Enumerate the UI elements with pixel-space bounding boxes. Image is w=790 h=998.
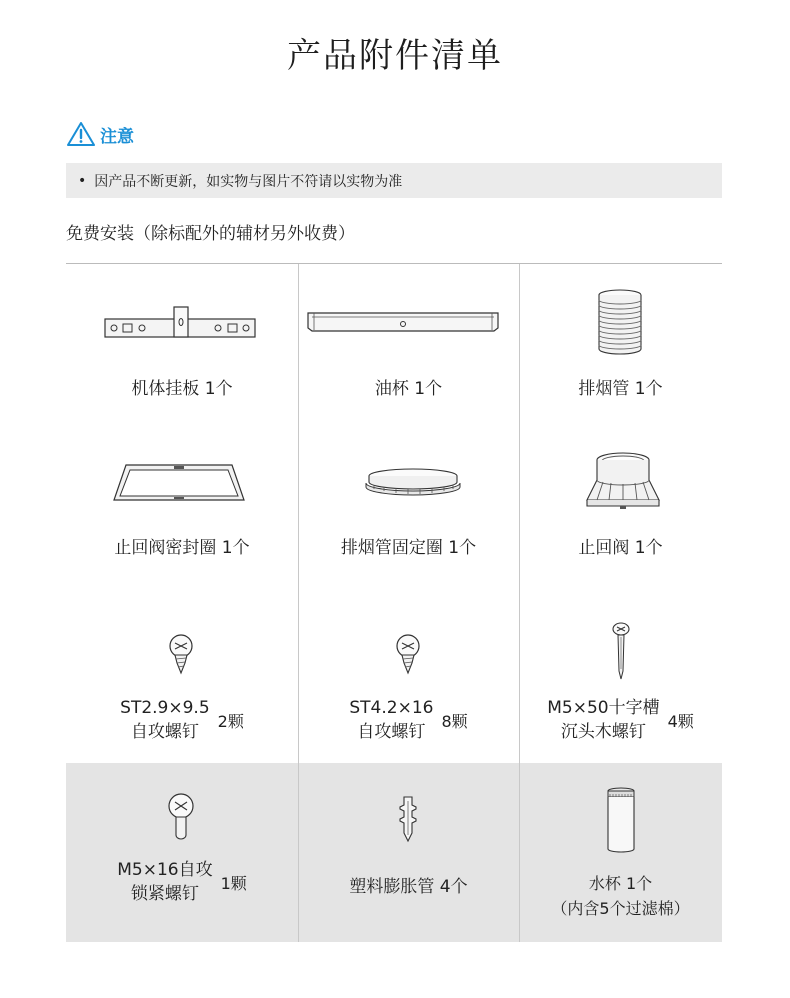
accessory-item (519, 763, 722, 942)
wall-bracket-icon (104, 304, 256, 340)
accessory-item (66, 424, 298, 589)
item-qty: 4颗 (667, 711, 694, 731)
lock-screw-icon (167, 793, 195, 841)
accessory-item (519, 264, 722, 424)
item-label (519, 871, 722, 921)
item-name: 沉头木螺钉 (560, 722, 646, 742)
item-label: 机体挂板 1个 (131, 379, 233, 399)
exhaust-pipe-icon (596, 288, 644, 356)
notice-bar (66, 163, 722, 198)
item-qty: 8颗 (441, 711, 468, 731)
warning-icon (66, 121, 96, 147)
notice-text: 因产品不断更新，如实物与图片不符请以实物为准 (94, 173, 403, 190)
water-cup-icon (606, 787, 636, 855)
item-name: 锁紧螺钉 (130, 884, 199, 904)
accessory-grid (66, 263, 722, 941)
accessory-item (66, 763, 298, 942)
item-label: 排烟管 1个 (578, 379, 663, 399)
item-spec: M5×16自攻 (117, 860, 213, 880)
item-label (298, 696, 519, 744)
accessory-item (66, 589, 298, 763)
item-name: 自攻螺钉 (130, 722, 199, 742)
item-label: 排烟管固定圈 1个 (340, 538, 477, 558)
item-qty: 2颗 (217, 711, 244, 731)
notice-heading (66, 121, 134, 147)
item-name: 水杯 1个 (588, 874, 653, 893)
item-name: 自攻螺钉 (357, 722, 426, 742)
accessory-item (66, 264, 298, 424)
item-label: 塑料膨胀管 4个 (349, 877, 468, 897)
item-note: （内含5个过滤棉） (551, 899, 690, 918)
item-spec: ST2.9×9.5 (120, 698, 210, 718)
oil-cup-icon (306, 310, 500, 334)
item-spec: M5×50十字槽 (547, 698, 660, 718)
item-label: 止回阀密封圈 1个 (114, 538, 250, 558)
page-title: 产品附件清单 (287, 36, 503, 76)
item-label: 油杯 1个 (374, 379, 443, 399)
accessory-item (519, 424, 722, 589)
anchor-icon (396, 795, 420, 843)
item-label (519, 696, 722, 744)
accessory-item (298, 424, 519, 589)
item-label (66, 696, 298, 744)
item-label (66, 858, 298, 906)
item-label: 止回阀 1个 (578, 538, 663, 558)
screw-icon (393, 633, 423, 675)
accessory-item (519, 589, 722, 763)
check-valve-icon (585, 450, 661, 516)
pipe-ring-icon (364, 466, 462, 496)
valve-seal-icon (112, 462, 246, 504)
screw-icon (166, 633, 196, 675)
item-qty: 1颗 (220, 873, 247, 893)
bullet: • (78, 172, 87, 189)
notice-label: 注意 (100, 126, 134, 147)
accessory-item (298, 264, 519, 424)
accessory-item (298, 589, 519, 763)
wood-screw-icon (610, 621, 632, 681)
accessory-item (298, 763, 519, 942)
installation-note: 免费安装（除标配外的辅材另外收费） (66, 224, 355, 244)
item-spec: ST4.2×16 (349, 698, 434, 718)
